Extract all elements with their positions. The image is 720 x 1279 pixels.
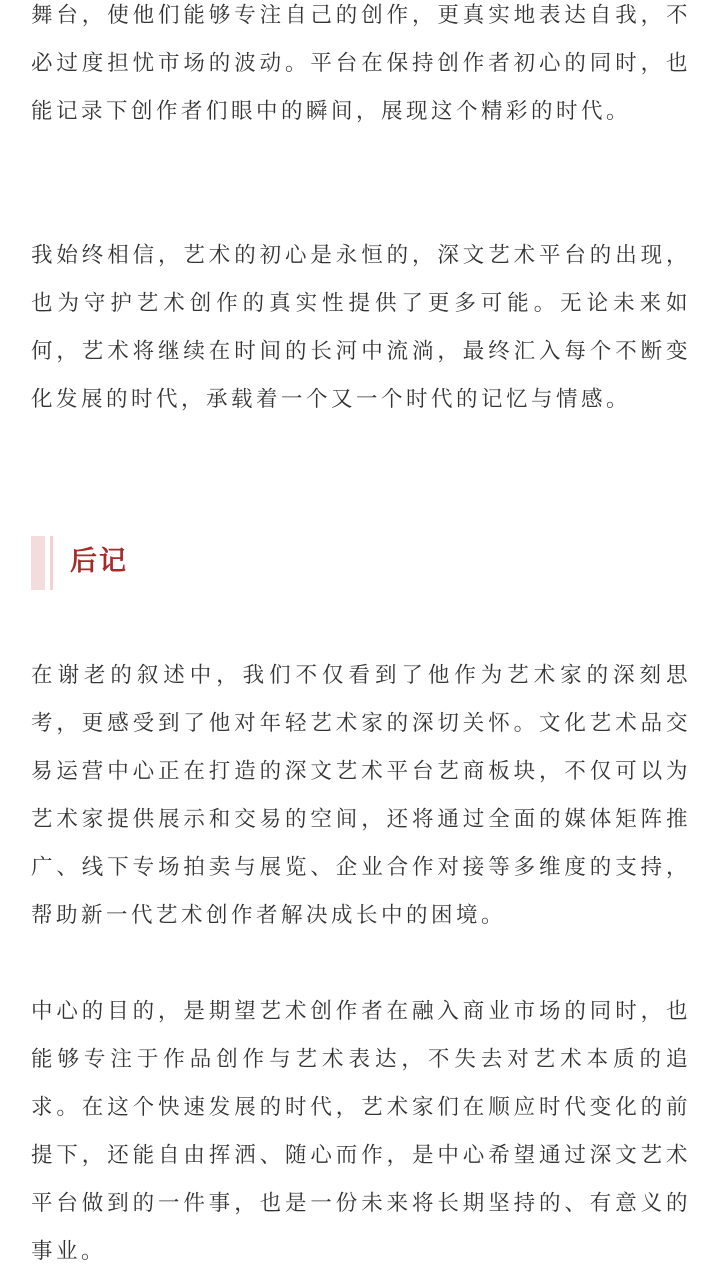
section-heading-afterword [31, 536, 331, 590]
article-paragraph-2: 我始终相信，艺术的初心是永恒的，深文艺术平台的出现，也为守护艺术创作的真实性提供了更多可能。无论未来如何，艺术将继续在时间的长河中流淌，最终汇入每个不断变化发展的时代，承载着一个又一个时代的记忆与情感。 [31, 243, 691, 412]
heading-accent-bar [31, 536, 45, 590]
article-paragraph-3: 在谢老的叙述中，我们不仅看到了他作为艺术家的深刻思考，更感受到了他对年轻艺术家的深切关怀。文化艺术品交易运营中心正在打造的深文艺术平台艺商板块，不仅可以为艺术家提供展示和交易的空间，还将通过全面的媒体矩阵推广、线下专场拍卖与展览、企业合作对接等多维度的支持，帮助新一代艺术创作者解决成长中的困境。 [31, 663, 691, 928]
article-paragraph-1: 舞台，使他们能够专注自己的创作，更真实地表达自我，不必过度担忧市场的波动。平台在保持创作者初心的同时，也能记录下创作者们眼中的瞬间，展现这个精彩的时代。 [31, 3, 691, 124]
article-paragraph-4: 中心的目的，是期望艺术创作者在融入商业市场的同时，也能够专注于作品创作与艺术表达，不失去对艺术本质的追求。在这个快速发展的时代，艺术家们在顺应时代变化的前提下，还能自由挥洒、随心而作，是中心希望通过深文艺术平台做到的一件事，也是一份未来将长期坚持的、有意义的事业。 [31, 999, 691, 1264]
heading-accent-line [50, 536, 53, 590]
section-heading-title: 后记 [70, 546, 128, 577]
